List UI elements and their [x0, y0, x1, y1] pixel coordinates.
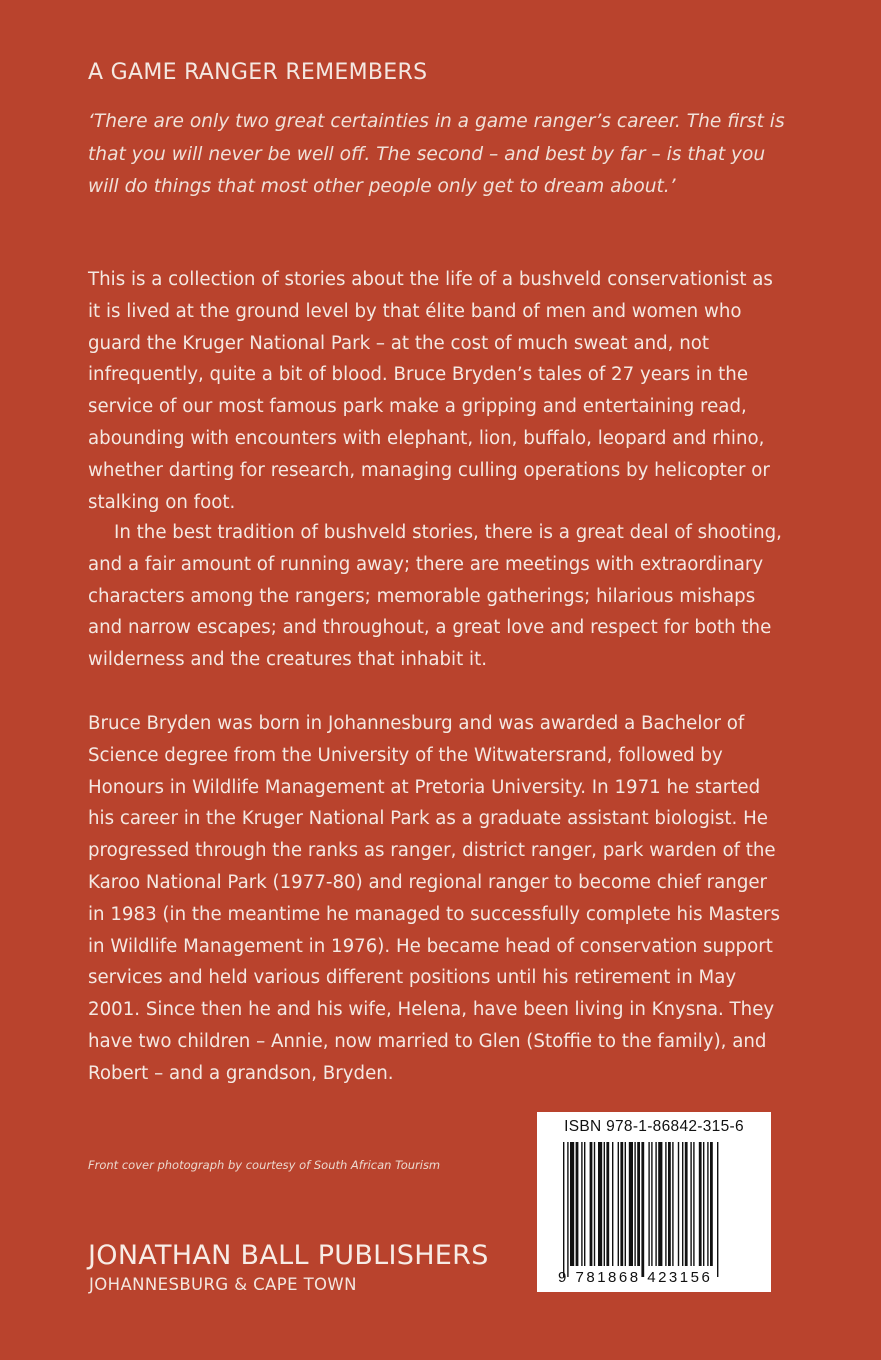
barcode-bar	[717, 1142, 718, 1277]
barcode-bar	[629, 1142, 633, 1266]
barcode-bar	[707, 1142, 708, 1266]
barcode-bar	[693, 1142, 694, 1266]
barcode-bar	[581, 1142, 582, 1266]
isbn-label: ISBN 978-1-86842-315-6	[564, 1118, 744, 1135]
book-title-heading: A GAME RANGER REMEMBERS	[88, 60, 428, 85]
barcode-bar	[665, 1142, 666, 1266]
epigraph-quote: ‘There are only two great certainties in a game ranger’s career. The first is that you will never be well off. The second – and best by far – is that you will do things that most other people only get to dream about.’	[88, 111, 785, 197]
publisher-name: JONATHAN BALL PUBLISHERS	[88, 1240, 489, 1271]
barcode-bar	[637, 1142, 640, 1266]
blurb-paragraph-2: In the best tradition of bushveld stories, there is a great deal of shooting, and a fair amount of running away; there are meetings with extraordinary characters among the rangers; memorable gatherings; hilarious mishaps and narrow escapes; and throughout, a great love and respect for both the wilderness and the creatures that inhabit it.	[88, 522, 782, 671]
barcode-bars	[537, 1112, 771, 1292]
barcode-bar	[570, 1142, 574, 1266]
barcode-bar	[612, 1142, 613, 1266]
barcode-bar	[641, 1142, 644, 1277]
barcode-bar	[590, 1142, 593, 1266]
barcode-bar	[710, 1142, 713, 1266]
barcode-bar	[672, 1142, 673, 1266]
barcode-bar	[620, 1142, 623, 1266]
barcode-bar	[606, 1142, 609, 1266]
author-bio: Bruce Bryden was born in Johannesburg and was awarded a Bachelor of Science degree from the University of the Witwatersrand, followed by Honours in Wildlife Management at Pretoria University. In 1971 he started his career in the Kruger National Park as a graduate assistant biologist. He progressed through the ranks as ranger, district ranger, park warden of the Karoo National Park (1977-80) and regional ranger to become chief ranger in 1983 (in the meantime he managed to successfully complete his Masters in Wildlife Management in 1976). He became head of conservation support services and held various different positions until his retirement in May 2001. Since then he and his wife, Helena, have been living in Knysna. They have two children – Annie, now married to Glen (Stoffie to the family), and Robert – and a grandson, Bryden.	[88, 713, 780, 1084]
barcode-bar	[658, 1142, 662, 1266]
barcode-bar	[678, 1142, 679, 1266]
barcode-bar	[604, 1142, 605, 1266]
barcode-bar	[563, 1142, 564, 1277]
barcode-bar	[594, 1142, 595, 1266]
barcode-bar	[584, 1142, 585, 1266]
barcode-bar	[567, 1142, 568, 1277]
barcode-bar	[703, 1142, 704, 1266]
barcode-bar	[634, 1142, 635, 1266]
barcode-bar	[685, 1142, 688, 1266]
barcode-bar	[648, 1142, 649, 1266]
barcode-bar	[699, 1142, 702, 1266]
isbn-barcode	[537, 1112, 771, 1292]
barcode-digits: 9 781868 423156	[558, 1269, 713, 1286]
barcode-bar	[576, 1142, 579, 1266]
blurb-paragraph-1: This is a collection of stories about the life of a bushveld conservationist as it is lived at the ground level by that élite band of men and women who guard the Kruger National Park – at the cost of much sweat and, not infrequently, quite a bit of blood. Bruce Bryden’s tales of 27 years in the service of our most famous park make a gripping and entertaining read, abounding with encounters with elephant, lion, buffalo, leopard and rhino, whether darting for research, managing culling operations by helicopter or stalking on foot.	[88, 269, 773, 513]
barcode-bar	[651, 1142, 652, 1266]
barcode-bar	[690, 1142, 691, 1266]
barcode-bar	[618, 1142, 619, 1266]
photo-credit: Front cover photograph by courtesy of South African Tourism	[88, 1158, 441, 1172]
barcode-bar	[598, 1142, 602, 1266]
barcode-bar	[668, 1142, 671, 1266]
publisher-location: JOHANNESBURG & CAPE TOWN	[89, 1275, 357, 1294]
barcode-bar	[682, 1142, 683, 1266]
barcode-bar	[625, 1142, 626, 1266]
barcode-bar	[655, 1142, 656, 1266]
